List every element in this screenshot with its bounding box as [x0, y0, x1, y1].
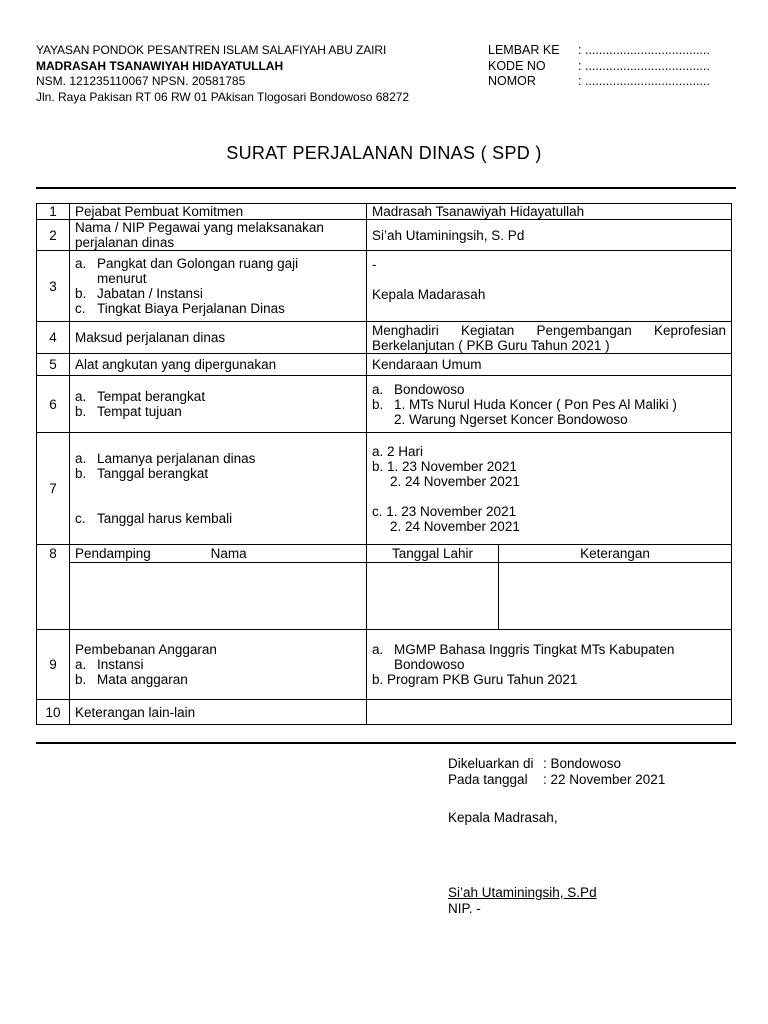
- list-marker: a.: [372, 642, 384, 657]
- list-text-continued: menurut: [97, 271, 147, 286]
- row-value: [367, 700, 732, 725]
- empty-cell: [367, 563, 499, 630]
- row-value: Si’ah Utaminingsih, S. Pd: [367, 220, 732, 251]
- code-label: KODE NO: [488, 58, 546, 73]
- list-text: Lamanya perjalanan dinas: [97, 451, 256, 466]
- letterhead: [36, 43, 409, 105]
- row-label: [70, 376, 367, 433]
- list-text: Pangkat dan Golongan ruang gaji: [97, 256, 299, 271]
- position-value: Kepala Madarasah: [372, 287, 486, 302]
- row-value: [367, 376, 732, 433]
- budget-label: Pembebanan Anggaran: [75, 642, 217, 657]
- rank-value: -: [372, 257, 377, 272]
- list-text: Bondowoso: [394, 381, 465, 397]
- return-date-2: 2. 24 November 2021: [390, 518, 520, 534]
- table-row: [37, 220, 732, 251]
- sheet-value: : ....................................: [578, 43, 710, 57]
- school-name: MADRASAH TSANAWIYAH HIDAYATULLAH: [36, 58, 284, 73]
- duration-value: a. 2 Hari: [372, 443, 424, 459]
- row-number: 8: [37, 545, 70, 630]
- column-header-note: Keterangan: [499, 545, 732, 563]
- list-text: MGMP Bahasa Inggris Tingkat MTs Kabupaten: [394, 642, 675, 657]
- list-item: [75, 404, 361, 419]
- row-number: 9: [37, 630, 70, 700]
- number-label: NOMOR: [488, 74, 536, 88]
- departure-date-1: b. 1. 23 November 2021: [372, 458, 517, 474]
- return-date-1: c. 1. 23 November 2021: [372, 503, 517, 519]
- code-field: [488, 59, 710, 75]
- school-ids: NSM. 121235110067 NPSN. 20581785: [36, 74, 246, 88]
- list-item: [75, 286, 361, 301]
- row-label: Pejabat Pembuat Komitmen: [70, 204, 367, 220]
- document-title: SURAT PERJALANAN DINAS ( SPD ): [226, 143, 542, 163]
- table-row: [37, 545, 732, 563]
- table-row: [37, 251, 732, 322]
- list-item: [75, 672, 361, 687]
- date-value: : 22 November 2021: [543, 772, 666, 787]
- row-number: 3: [37, 251, 70, 322]
- list-marker: a.: [75, 451, 87, 466]
- row-label: Nama / NIP Pegawai yang melaksanakan perjalanan dinas: [70, 220, 367, 251]
- sheet-label: LEMBAR KE: [488, 43, 560, 57]
- issued-label: Dikeluarkan di: [448, 756, 534, 771]
- code-value: : ....................................: [578, 58, 710, 73]
- list-marker: a.: [75, 389, 87, 404]
- row-number: 7: [37, 433, 70, 545]
- table-row: [37, 563, 732, 630]
- list-text: Tempat tujuan: [97, 404, 182, 419]
- row-number: 2: [37, 220, 70, 251]
- row-number: 4: [37, 322, 70, 354]
- list-text-continued: Bondowoso: [394, 657, 465, 672]
- table-row: [37, 433, 732, 545]
- list-item: [372, 397, 726, 412]
- top-divider: [36, 187, 736, 189]
- spd-table: [36, 203, 732, 725]
- table-row: [37, 630, 732, 700]
- bottom-divider: [36, 742, 736, 744]
- list-marker: c.: [75, 301, 86, 316]
- issued-date: [448, 772, 665, 788]
- sheet-field: [488, 43, 710, 59]
- list-marker: a.: [75, 657, 87, 672]
- list-item: [75, 256, 361, 271]
- list-text: Tanggal harus kembali: [97, 511, 233, 526]
- document-fields: [488, 43, 710, 90]
- departure-date-2: 2. 24 November 2021: [390, 473, 520, 489]
- list-text: Instansi: [97, 657, 144, 672]
- row-label: Alat angkutan yang dipergunakan: [70, 354, 367, 376]
- list-item: [75, 657, 361, 672]
- school-address: Jln. Raya Pakisan RT 06 RW 01 PAkisan Tlogosari Bondowoso 68272: [36, 89, 410, 104]
- list-text: Mata anggaran: [97, 672, 188, 687]
- signer-position: Kepala Madrasah,: [448, 810, 558, 825]
- list-text: Tempat berangkat: [97, 389, 206, 404]
- list-marker: a.: [372, 381, 384, 397]
- list-marker: b.: [75, 404, 87, 419]
- row-label: Keterangan lain-lain: [70, 700, 367, 725]
- row-label: [70, 251, 367, 322]
- list-text: Tanggal berangkat: [97, 466, 209, 481]
- row-label: Maksud perjalanan dinas: [70, 322, 367, 354]
- row-label: [70, 630, 367, 700]
- list-marker: b.: [75, 672, 87, 687]
- list-item: [75, 451, 361, 466]
- row-number: 5: [37, 354, 70, 376]
- list-item: [75, 466, 361, 481]
- list-text: Tingkat Biaya Perjalanan Dinas: [97, 301, 285, 316]
- table-row: [37, 376, 732, 433]
- table-row: [37, 322, 732, 354]
- row-label: [70, 545, 367, 563]
- column-header-dob: Tanggal Lahir: [367, 545, 499, 563]
- list-marker: c.: [75, 511, 86, 526]
- list-item: [372, 642, 726, 657]
- list-item: [372, 382, 726, 397]
- row-number: 1: [37, 204, 70, 220]
- list-item: [75, 511, 361, 526]
- issued-place: [448, 756, 665, 772]
- list-item: [75, 301, 361, 316]
- foundation-name: YAYASAN PONDOK PESANTREN ISLAM SALAFIYAH ABU ZAIRI: [36, 43, 387, 57]
- row-value: [367, 630, 732, 700]
- signer-nip: NIP. -: [448, 901, 481, 916]
- row-value: [367, 251, 732, 322]
- list-text: 1. MTs Nurul Huda Koncer ( Pon Pes Al Maliki ): [394, 396, 677, 412]
- column-header-name: Nama: [210, 546, 247, 561]
- row-number: 6: [37, 376, 70, 433]
- row-value: Kendaraan Umum: [367, 354, 732, 376]
- signer-name: Si’ah Utaminingsih, S.Pd: [448, 885, 597, 900]
- number-value: : ....................................: [578, 74, 710, 88]
- row-value: Menghadiri Kegiatan Pengembangan Keprofesian Berkelanjutan ( PKB Guru Tahun 2021 ): [367, 322, 732, 354]
- date-label: Pada tanggal: [448, 772, 528, 787]
- row-number: 10: [37, 700, 70, 725]
- empty-cell: [70, 563, 367, 630]
- issued-value: : Bondowoso: [543, 756, 622, 771]
- row-value: Madrasah Tsanawiyah Hidayatullah: [367, 204, 732, 220]
- empty-cell: [499, 563, 732, 630]
- list-marker: a.: [75, 256, 87, 271]
- table-row: [37, 354, 732, 376]
- number-field: [488, 74, 710, 90]
- list-text: Jabatan / Instansi: [97, 286, 203, 301]
- row-value: [367, 433, 732, 545]
- signature-block: [448, 756, 665, 917]
- list-marker: b.: [75, 286, 87, 301]
- table-row: [37, 204, 732, 220]
- row-label: [70, 433, 367, 545]
- budget-program: b. Program PKB Guru Tahun 2021: [372, 672, 578, 687]
- table-row: [37, 700, 732, 725]
- list-marker: b.: [75, 466, 87, 481]
- companion-label: Pendamping: [75, 546, 151, 561]
- list-text-continued: 2. Warung Ngerset Koncer Bondowoso: [394, 411, 628, 427]
- list-marker: b.: [372, 396, 384, 412]
- list-item: [75, 389, 361, 404]
